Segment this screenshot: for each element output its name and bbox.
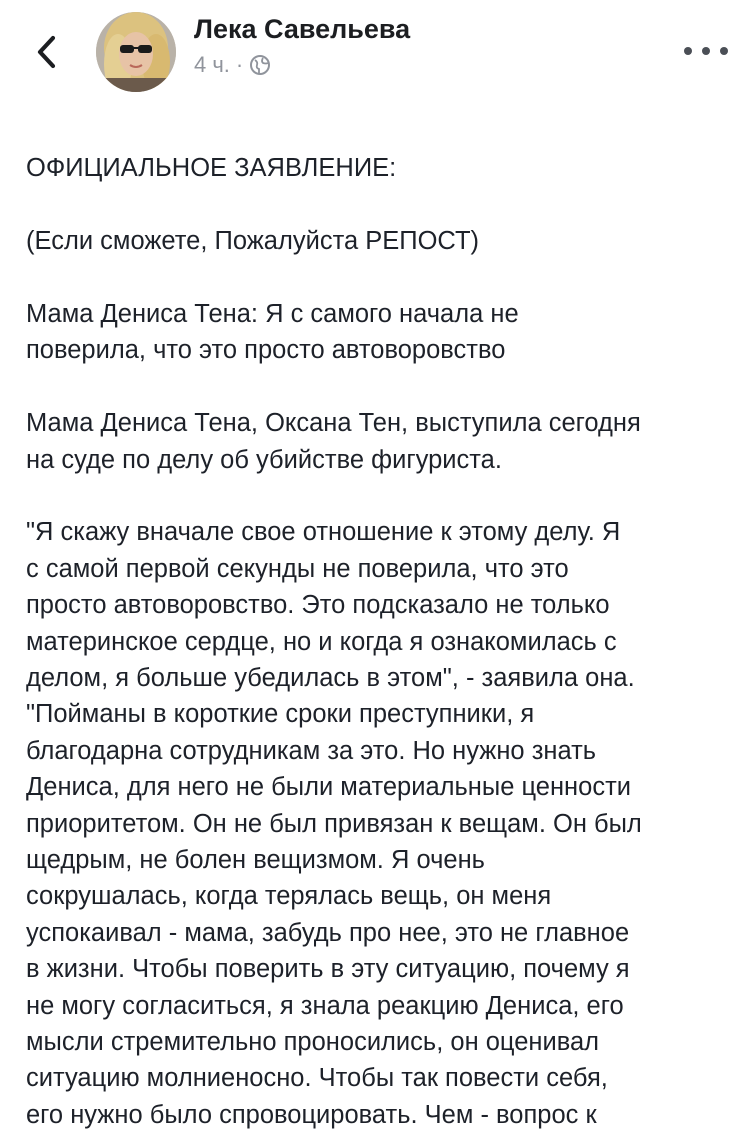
avatar[interactable] (96, 12, 176, 92)
post-paragraph: Мама Дениса Тена: Я с самого начала не поверила, что это просто автоворовство (26, 299, 519, 365)
more-options-button[interactable] (684, 36, 728, 66)
post-paragraph: ОФИЦИАЛЬНОЕ ЗАЯВЛЕНИЕ: (26, 154, 397, 183)
more-horizontal-icon (684, 47, 692, 55)
post-paragraph: (Если сможете, Пожалуйста РЕПОСТ) (26, 227, 480, 256)
post-paragraph: Мама Дениса Тена, Оксана Тен, выступила сегодня на суде по делу об убийстве фигуриста. (26, 409, 641, 474)
post-meta (194, 52, 271, 78)
back-button[interactable] (26, 30, 66, 74)
meta-separator: · (235, 52, 244, 77)
post-time[interactable]: 4 ч. (194, 52, 230, 77)
post-header (0, 0, 750, 110)
post-text (26, 114, 726, 1133)
profile-photo (96, 12, 176, 92)
post-paragraph: "Я скажу вначале свое отношение к этому делу. Я с самой первой секунды не поверила, что это просто автоворовство. Это подсказало не только материнское сердце, но и когда я ознакомилась с делом, я больше убедилась в этом", - заявила она. "Пойманы в короткие сроки преступники, я благодарна сотрудникам за это. Но нужно знать Дениса, для него не были материальные ценности приоритетом. Он не был привязан к вещам. Он был щедрым, не болен вещизмом. Я очень сокрушалась, когда терялась вещь, он меня успокаивал - мама, забудь про нее, это не главное в жизни. Чтобы поверить в эту ситуацию, почему я не могу согласиться, я знала реакцию Дениса, его мысли стремительно проносились, он оценивал ситуацию молниеносно. Чтобы так повести себя, его нужно было спровоцировать. Чем - вопрос к (26, 518, 642, 1129)
globe-icon (249, 54, 271, 76)
author-name[interactable]: Лека Савельева (194, 14, 411, 44)
chevron-left-icon (35, 35, 57, 69)
